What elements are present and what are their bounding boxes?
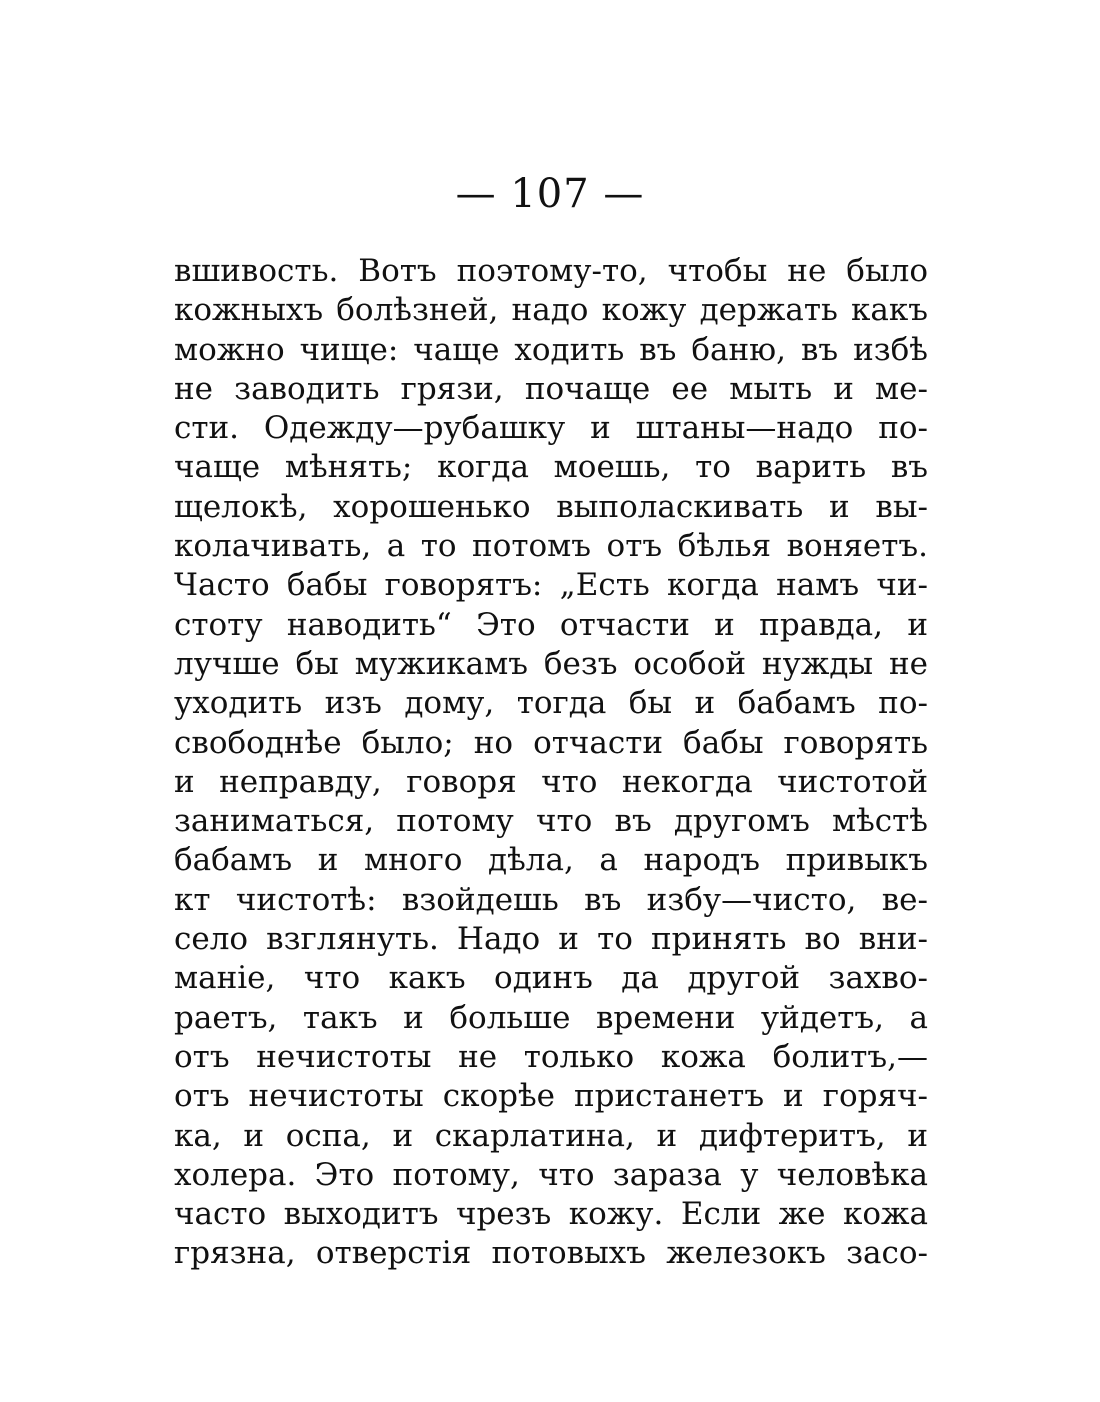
text-line: бабамъ и много дѣла, а народъ привыкъ	[174, 842, 928, 879]
text-line: заниматься, потому что въ другомъ мѣстѣ	[174, 803, 928, 840]
text-line: часто выходитъ чрезъ кожу. Если же кожа	[174, 1196, 928, 1233]
body-text	[174, 252, 928, 1274]
text-line: ка, и оспа, и скарлатина, и дифтеритъ, и	[174, 1117, 928, 1154]
text-line: колачивать, а то потомъ отъ бѣлья воняетъ.	[174, 528, 928, 565]
text-line: Часто бабы говорятъ: „Есть когда намъ чи-	[174, 567, 928, 604]
text-line: отъ нечистоты не только кожа болитъ,—	[174, 1038, 928, 1075]
text-line: не заводить грязи, почаще ее мыть и ме-	[174, 370, 928, 407]
text-line: можно чище: чаще ходить въ баню, въ избѣ	[174, 331, 928, 368]
text-line: отъ нечистоты скорѣе пристанетъ и горяч-	[174, 1078, 928, 1115]
text-line: уходить изъ дому, тогда бы и бабамъ по-	[174, 685, 928, 722]
text-line: свободнѣе было; но отчасти бабы говорять	[174, 724, 928, 761]
page-number: — 107 —	[455, 171, 645, 217]
text-line: кт чистотѣ: взойдешь въ избу—чисто, ве-	[174, 881, 928, 918]
text-line: село взглянуть. Надо и то принять во вни-	[174, 921, 928, 958]
text-line: и неправду, говоря что некогда чистотой	[174, 763, 928, 800]
text-line: лучше бы мужикамъ безъ особой нужды не	[174, 645, 928, 682]
text-line: чаще мѣнять; когда моешь, то варить въ	[174, 449, 928, 486]
text-line: раетъ, такъ и больше времени уйдетъ, а	[174, 999, 928, 1036]
text-line: холера. Это потому, что зараза у человѣка	[174, 1156, 928, 1193]
text-line: сти. Одежду—рубашку и штаны—надо по-	[174, 410, 928, 447]
text-line: щелокѣ, хорошенько выполаскивать и вы-	[174, 488, 928, 525]
text-line: вшивость. Вотъ поэтому-то, чтобы не было	[174, 253, 928, 289]
text-line: стоту наводить“ Это отчасти и правда, и	[174, 606, 928, 643]
text-line: кожныхъ болѣзней, надо кожу держать какъ	[174, 292, 928, 329]
text-line: маніе, что какъ одинъ да другой захво-	[174, 960, 928, 997]
text-line: грязна, отверстія потовыхъ железокъ засо-	[174, 1235, 928, 1272]
